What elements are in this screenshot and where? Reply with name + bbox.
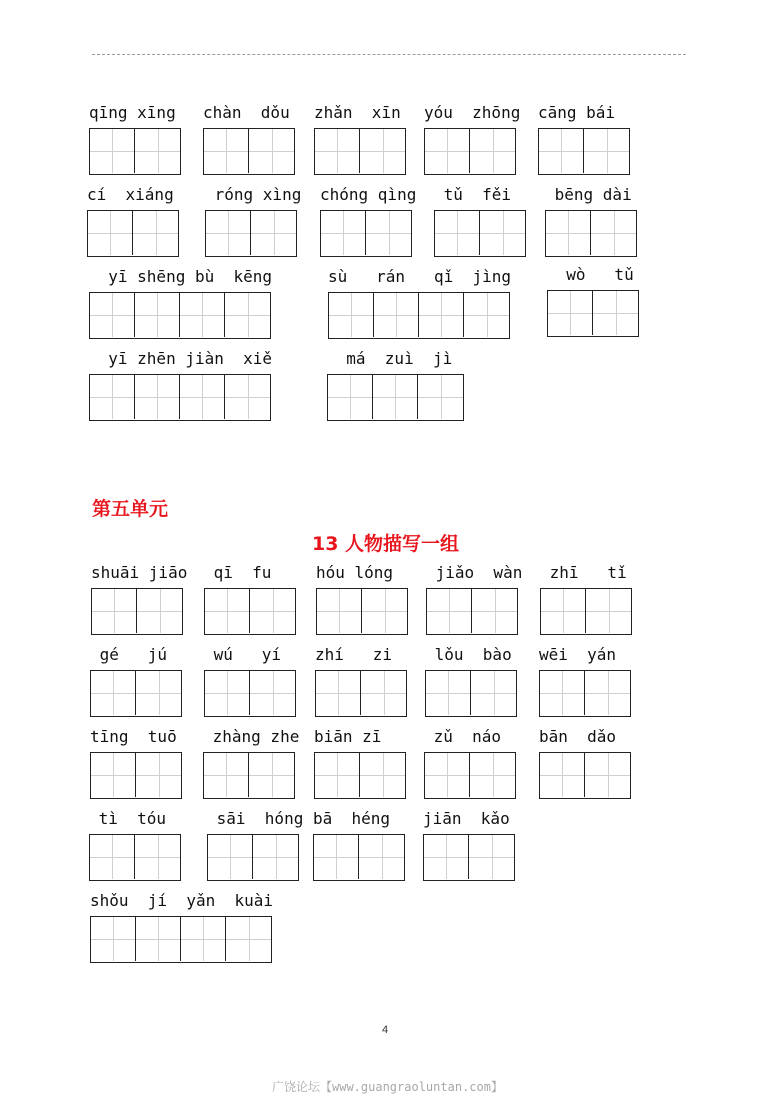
character-writing-cell[interactable] xyxy=(321,211,366,255)
pinyin-label: bēng dài xyxy=(545,185,632,204)
character-writing-cell[interactable] xyxy=(250,589,295,633)
character-writing-cell[interactable] xyxy=(90,293,135,337)
character-writing-cell[interactable] xyxy=(90,835,135,879)
character-writing-cell[interactable] xyxy=(90,129,135,173)
tianzige-writing-grid[interactable] xyxy=(314,128,406,175)
character-writing-cell[interactable] xyxy=(204,753,249,797)
character-writing-cell[interactable] xyxy=(226,917,271,961)
tianzige-writing-grid[interactable] xyxy=(547,290,639,337)
pinyin-label: yī zhēn jiàn xiě xyxy=(89,349,273,368)
pinyin-label: wú yí xyxy=(204,645,282,664)
pinyin-label: zhí zi xyxy=(315,645,393,664)
pinyin-label: wò tǔ xyxy=(547,265,634,284)
character-writing-cell[interactable] xyxy=(360,753,405,797)
character-writing-cell[interactable] xyxy=(593,291,638,335)
character-writing-cell[interactable] xyxy=(539,129,584,173)
pinyin-label: yī shēng bù kēng xyxy=(89,267,273,286)
character-writing-cell[interactable] xyxy=(315,129,360,173)
tianzige-writing-grid[interactable] xyxy=(320,210,412,257)
character-writing-cell[interactable] xyxy=(315,753,360,797)
tianzige-writing-grid[interactable] xyxy=(327,374,464,421)
lesson-title: 13 人物描写一组 xyxy=(312,533,460,555)
character-writing-cell[interactable] xyxy=(426,671,471,715)
character-writing-cell[interactable] xyxy=(88,211,133,255)
tianzige-writing-grid[interactable] xyxy=(540,588,632,635)
character-writing-cell[interactable] xyxy=(472,589,517,633)
character-writing-cell[interactable] xyxy=(366,211,411,255)
pinyin-label: tì tóu xyxy=(89,809,167,828)
pinyin-label: shǒu jí yǎn kuài xyxy=(90,891,274,910)
character-writing-cell[interactable] xyxy=(328,375,373,419)
character-writing-cell[interactable] xyxy=(316,671,361,715)
character-writing-cell[interactable] xyxy=(133,211,178,255)
tianzige-writing-grid[interactable] xyxy=(207,834,299,881)
pinyin-label: má zuì jì xyxy=(327,349,453,368)
tianzige-writing-grid[interactable] xyxy=(313,834,405,881)
tianzige-writing-grid[interactable] xyxy=(425,670,517,717)
character-writing-cell[interactable] xyxy=(204,129,249,173)
character-writing-cell[interactable] xyxy=(584,129,629,173)
tianzige-writing-grid[interactable] xyxy=(314,752,406,799)
pinyin-label: chóng qìng xyxy=(320,185,417,204)
character-writing-cell[interactable] xyxy=(253,835,298,879)
character-writing-cell[interactable] xyxy=(464,293,509,337)
character-writing-cell[interactable] xyxy=(586,589,631,633)
character-writing-cell[interactable] xyxy=(91,753,136,797)
tianzige-writing-grid[interactable] xyxy=(203,752,295,799)
character-writing-cell[interactable] xyxy=(225,375,270,419)
character-writing-cell[interactable] xyxy=(469,835,514,879)
pinyin-label: biān zī xyxy=(314,727,382,746)
pinyin-label: jiǎo wàn xyxy=(426,563,523,582)
tianzige-writing-grid[interactable] xyxy=(89,292,271,339)
tianzige-writing-grid[interactable] xyxy=(545,210,637,257)
character-writing-cell[interactable] xyxy=(427,589,472,633)
character-writing-cell[interactable] xyxy=(317,589,362,633)
tianzige-writing-grid[interactable] xyxy=(89,374,271,421)
character-writing-cell[interactable] xyxy=(135,375,180,419)
character-writing-cell[interactable] xyxy=(360,129,405,173)
character-writing-cell[interactable] xyxy=(91,917,136,961)
character-writing-cell[interactable] xyxy=(180,375,225,419)
character-writing-cell[interactable] xyxy=(435,211,480,255)
unit-title: 第五单元 xyxy=(92,498,169,520)
tianzige-writing-grid[interactable] xyxy=(89,834,181,881)
tianzige-writing-grid[interactable] xyxy=(90,670,182,717)
page-number: 4 xyxy=(382,1024,389,1036)
pinyin-label: zhǎn xīn xyxy=(314,103,401,122)
pinyin-label: sù rán qǐ jìng xyxy=(328,267,512,286)
tianzige-writing-grid[interactable] xyxy=(426,588,518,635)
tianzige-writing-grid[interactable] xyxy=(205,210,297,257)
character-writing-cell[interactable] xyxy=(548,291,593,335)
pinyin-label: hóu lóng xyxy=(316,563,394,582)
pinyin-label: bān dǎo xyxy=(539,727,617,746)
character-writing-cell[interactable] xyxy=(359,835,404,879)
pinyin-label: zǔ náo xyxy=(424,727,502,746)
character-writing-cell[interactable] xyxy=(362,589,407,633)
tianzige-writing-grid[interactable] xyxy=(539,670,631,717)
character-writing-cell[interactable] xyxy=(374,293,419,337)
tianzige-writing-grid[interactable] xyxy=(316,588,408,635)
pinyin-label: zhàng zhe xyxy=(203,727,300,746)
tianzige-writing-grid[interactable] xyxy=(328,292,510,339)
pinyin-label: bā héng xyxy=(313,809,391,828)
character-writing-cell[interactable] xyxy=(251,211,296,255)
character-writing-cell[interactable] xyxy=(425,129,470,173)
character-writing-cell[interactable] xyxy=(373,375,418,419)
tianzige-writing-grid[interactable] xyxy=(538,128,630,175)
tianzige-writing-grid[interactable] xyxy=(87,210,179,257)
character-writing-cell[interactable] xyxy=(135,835,180,879)
tianzige-writing-grid[interactable] xyxy=(90,752,182,799)
character-writing-cell[interactable] xyxy=(250,671,295,715)
character-writing-cell[interactable] xyxy=(205,589,250,633)
tianzige-writing-grid[interactable] xyxy=(204,588,296,635)
tianzige-writing-grid[interactable] xyxy=(89,128,181,175)
pinyin-label: tǔ fěi xyxy=(434,185,512,204)
tianzige-writing-grid[interactable] xyxy=(203,128,295,175)
tianzige-writing-grid[interactable] xyxy=(424,128,516,175)
pinyin-label: wēi yán xyxy=(539,645,617,664)
pinyin-label: gé jú xyxy=(90,645,168,664)
pinyin-label: shuāi jiāo xyxy=(91,563,188,582)
character-writing-cell[interactable] xyxy=(136,917,181,961)
tianzige-writing-grid[interactable] xyxy=(539,752,631,799)
character-writing-cell[interactable] xyxy=(425,753,470,797)
character-writing-cell[interactable] xyxy=(90,375,135,419)
character-writing-cell[interactable] xyxy=(591,211,636,255)
pinyin-label: zhī tǐ xyxy=(540,563,627,582)
tianzige-writing-grid[interactable] xyxy=(423,834,515,881)
character-writing-cell[interactable] xyxy=(136,671,181,715)
watermark: 广饶论坛【www.guangraoluntan.com】 xyxy=(272,1080,503,1094)
character-writing-cell[interactable] xyxy=(361,671,406,715)
pinyin-label: róng xìng xyxy=(205,185,302,204)
tianzige-writing-grid[interactable] xyxy=(91,588,183,635)
character-writing-cell[interactable] xyxy=(419,293,464,337)
character-writing-cell[interactable] xyxy=(329,293,374,337)
character-writing-cell[interactable] xyxy=(470,753,515,797)
character-writing-cell[interactable] xyxy=(470,129,515,173)
character-writing-cell[interactable] xyxy=(135,129,180,173)
character-writing-cell[interactable] xyxy=(540,753,585,797)
pinyin-label: jiān kǎo xyxy=(423,809,510,828)
pinyin-label: qī fu xyxy=(204,563,272,582)
character-writing-cell[interactable] xyxy=(585,671,630,715)
character-writing-cell[interactable] xyxy=(206,211,251,255)
tianzige-writing-grid[interactable] xyxy=(204,670,296,717)
character-writing-cell[interactable] xyxy=(249,753,294,797)
character-writing-cell[interactable] xyxy=(424,835,469,879)
character-writing-cell[interactable] xyxy=(181,917,226,961)
pinyin-label: chàn dǒu xyxy=(203,103,290,122)
character-writing-cell[interactable] xyxy=(225,293,270,337)
pinyin-label: sāi hóng xyxy=(207,809,304,828)
character-writing-cell[interactable] xyxy=(135,293,180,337)
character-writing-cell[interactable] xyxy=(92,589,137,633)
character-writing-cell[interactable] xyxy=(541,589,586,633)
character-writing-cell[interactable] xyxy=(314,835,359,879)
pinyin-label: cāng bái xyxy=(538,103,616,122)
pinyin-label: lǒu bào xyxy=(425,645,512,664)
tianzige-writing-grid[interactable] xyxy=(315,670,407,717)
tianzige-writing-grid[interactable] xyxy=(90,916,272,963)
character-writing-cell[interactable] xyxy=(180,293,225,337)
character-writing-cell[interactable] xyxy=(208,835,253,879)
character-writing-cell[interactable] xyxy=(546,211,591,255)
header-rule xyxy=(92,54,686,55)
pinyin-label: cí xiáng xyxy=(87,185,174,204)
tianzige-writing-grid[interactable] xyxy=(434,210,526,257)
character-writing-cell[interactable] xyxy=(249,129,294,173)
character-writing-cell[interactable] xyxy=(205,671,250,715)
pinyin-label: tīng tuō xyxy=(90,727,177,746)
character-writing-cell[interactable] xyxy=(91,671,136,715)
character-writing-cell[interactable] xyxy=(540,671,585,715)
character-writing-cell[interactable] xyxy=(471,671,516,715)
character-writing-cell[interactable] xyxy=(137,589,182,633)
pinyin-label: yóu zhōng xyxy=(424,103,521,122)
character-writing-cell[interactable] xyxy=(136,753,181,797)
character-writing-cell[interactable] xyxy=(585,753,630,797)
character-writing-cell[interactable] xyxy=(480,211,525,255)
tianzige-writing-grid[interactable] xyxy=(424,752,516,799)
character-writing-cell[interactable] xyxy=(418,375,463,419)
pinyin-label: qīng xīng xyxy=(89,103,176,122)
